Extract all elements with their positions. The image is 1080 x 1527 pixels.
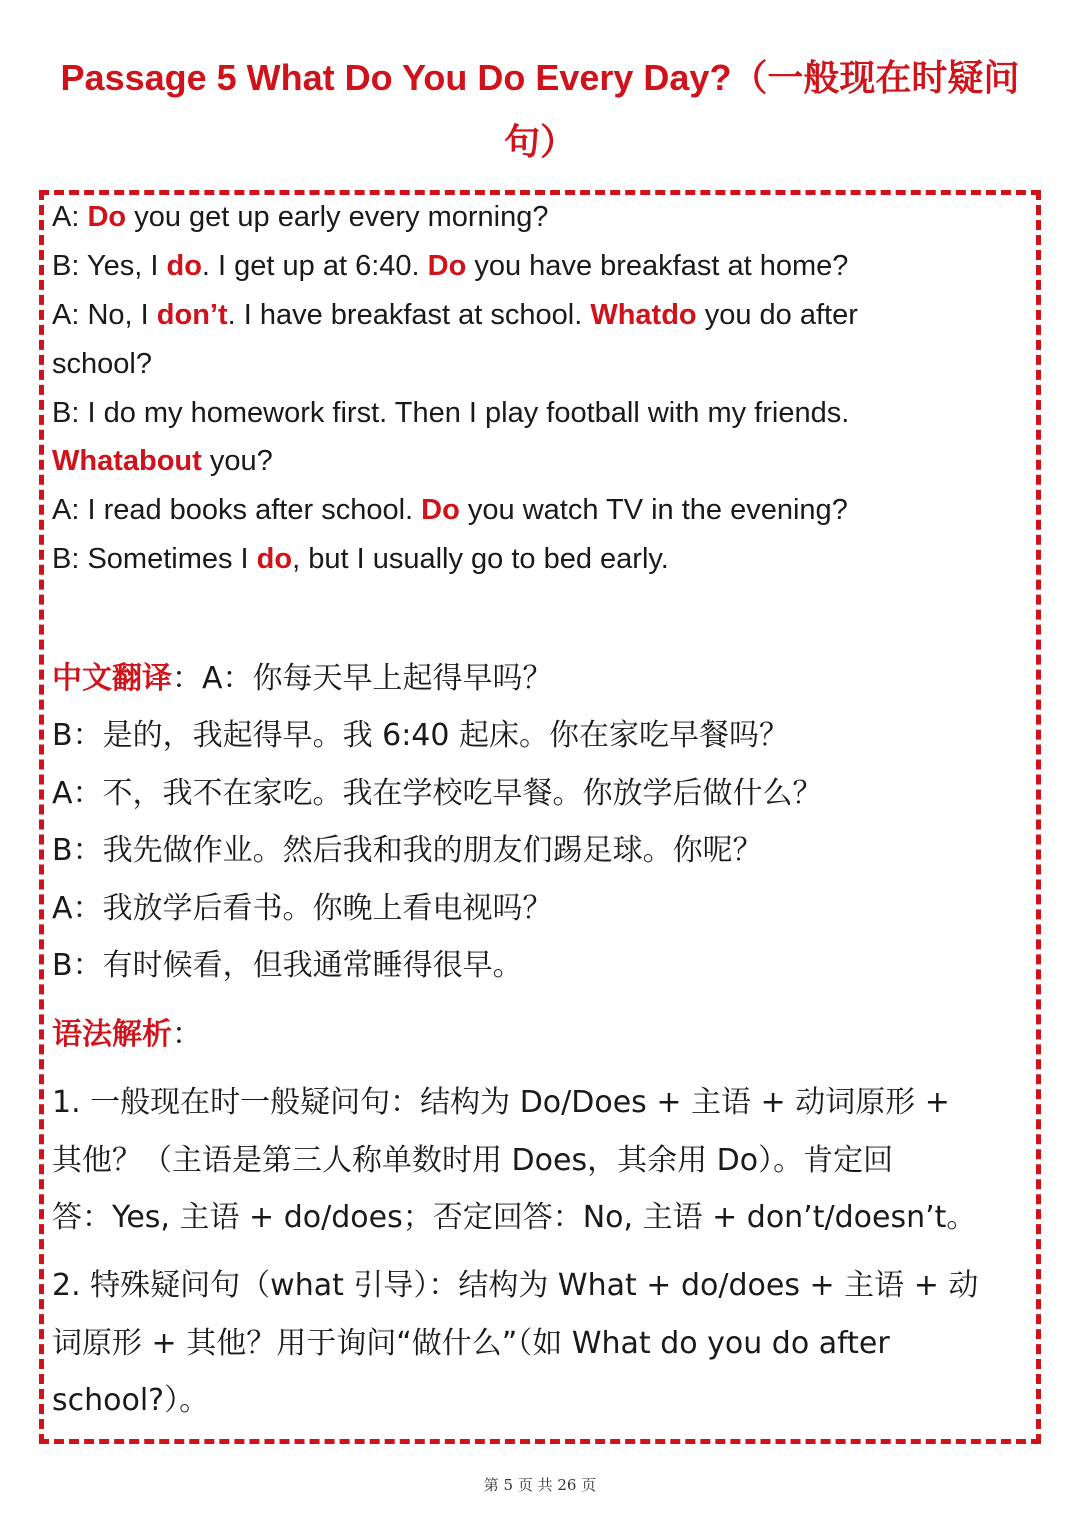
dialogue-text: you have breakfast at home? bbox=[466, 250, 849, 282]
dialogue-text: you do after bbox=[696, 299, 858, 331]
dialogue-highlight: do bbox=[256, 543, 293, 575]
dialogue-line-2 bbox=[52, 248, 848, 284]
dialogue-line-6 bbox=[52, 443, 273, 479]
dialogue-line-3 bbox=[52, 297, 858, 333]
dialogue-highlight: do bbox=[166, 250, 202, 282]
translation-line-5: A：我放学后看书。你晚上看电视吗？ bbox=[52, 891, 553, 926]
dialogue-line-5 bbox=[52, 395, 849, 431]
grammar-point-2-line-1: 2. 特殊疑问句（what 引导）：结构为 What + do/does + 主语 + 动 bbox=[52, 1268, 979, 1303]
dialogue-line-8 bbox=[52, 541, 669, 577]
grammar-heading: 语法解析 bbox=[52, 1017, 172, 1052]
grammar-point-1-line-3: 答：Yes, 主语 + do/does；否定回答：No, 主语 + don’t/doesn’t。 bbox=[52, 1200, 977, 1235]
grammar-colon: ： bbox=[172, 1017, 202, 1052]
dialogue-text: . I have breakfast at school. bbox=[227, 299, 591, 331]
dialogue-text: you get up early every morning? bbox=[126, 201, 549, 233]
dialogue-highlight: Do bbox=[427, 250, 467, 282]
dialogue-text: , but I usually go to bed early. bbox=[292, 543, 669, 575]
dialogue-text: A: I read books after school. bbox=[52, 494, 422, 526]
dialogue-line-1 bbox=[52, 199, 548, 235]
dialogue-line-4 bbox=[52, 346, 152, 382]
title-line-2: 句） bbox=[503, 121, 576, 162]
dialogue-highlight: don’t bbox=[156, 299, 228, 331]
dialogue-text: B: I do my homework first. Then I play football with my friends. bbox=[52, 397, 850, 429]
dialogue-highlight: Whatabout bbox=[52, 445, 202, 477]
translation-heading: 中文翻译 bbox=[52, 661, 172, 696]
grammar-point-1-line-2: 其他？（主语是第三人称单数时用 Does，其余用 Do）。肯定回 bbox=[52, 1143, 894, 1178]
translation-line-4: B：我先做作业。然后我和我的朋友们踢足球。你呢？ bbox=[52, 833, 763, 868]
dialogue-highlight: Do bbox=[87, 201, 127, 233]
dialogue-highlight: Do bbox=[421, 494, 460, 526]
translation-line-2: B：是的，我起得早。我 6:40 起床。你在家吃早餐吗？ bbox=[52, 718, 790, 753]
page-title bbox=[40, 46, 1040, 174]
dialogue-text: you? bbox=[201, 445, 273, 477]
grammar-point-1-line-1: 1. 一般现在时一般疑问句：结构为 Do/Does + 主语 + 动词原形 + bbox=[52, 1085, 950, 1120]
dialogue-highlight: Whatdo bbox=[590, 299, 697, 331]
dialogue-text: you watch TV in the evening? bbox=[459, 494, 848, 526]
translation-line-1 bbox=[52, 661, 553, 697]
dialogue-text: . I get up at 6:40. bbox=[201, 250, 428, 282]
translation-text: ：A：你每天早上起得早吗？ bbox=[172, 661, 553, 696]
translation-line-3: A：不，我不在家吃。我在学校吃早餐。你放学后做什么？ bbox=[52, 776, 823, 811]
title-line-1: Passage 5 What Do You Do Every Day?（一般现在时疑问 bbox=[60, 57, 1020, 98]
translation-line-6: B：有时候看，但我通常睡得很早。 bbox=[52, 948, 523, 983]
dialogue-text: B: Sometimes I bbox=[52, 543, 257, 575]
dialogue-text: A: No, I bbox=[52, 299, 157, 331]
dialogue-text: A: bbox=[52, 201, 88, 233]
dialogue-line-7 bbox=[52, 492, 848, 528]
dialogue-text: school? bbox=[52, 348, 152, 380]
grammar-point-2-line-2: 词原形 + 其他？用于询问“做什么”（如 What do you do after bbox=[52, 1326, 890, 1361]
dashed-frame bbox=[39, 190, 1041, 1444]
grammar-point-2-line-3: school?）。 bbox=[52, 1383, 210, 1418]
grammar-heading-line bbox=[52, 1017, 202, 1053]
page-footer: 第 5 页 共 26 页 bbox=[483, 1476, 597, 1494]
dialogue-text: B: Yes, I bbox=[52, 250, 167, 282]
